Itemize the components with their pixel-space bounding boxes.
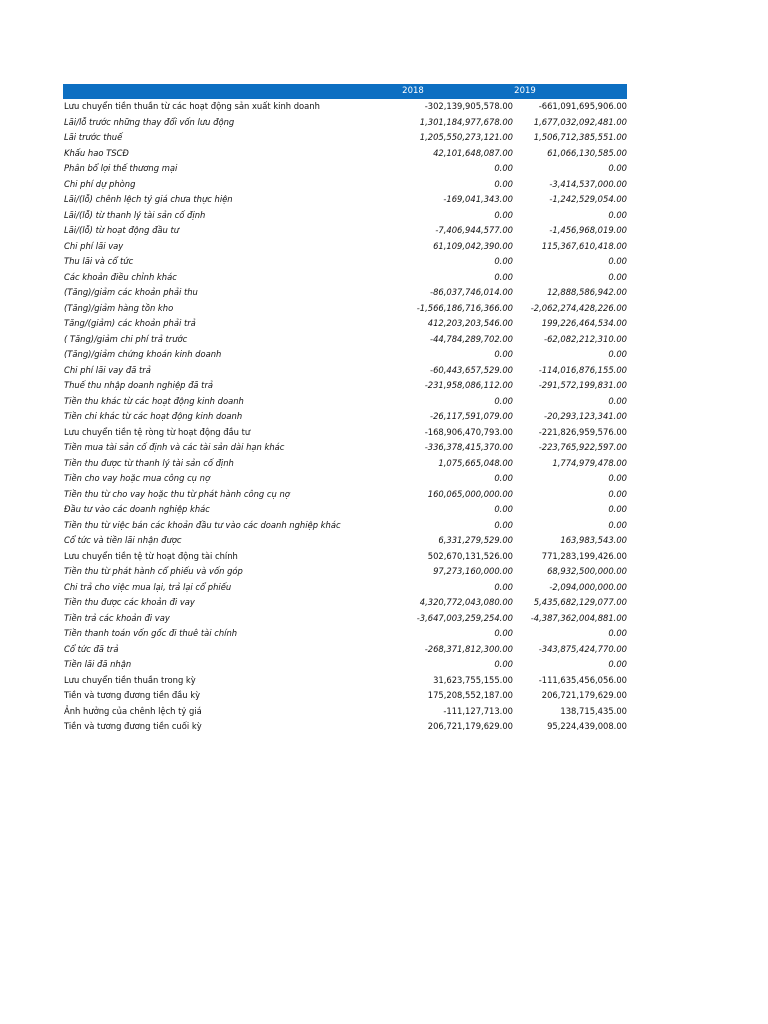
table-row — [63, 316, 627, 332]
value-2018: -3,647,003,259,254.00 — [416, 612, 513, 623]
value-2018: 412,203,203,546.00 — [427, 318, 513, 328]
value-2019: -2,062,274,428,226.00 — [530, 302, 627, 313]
table-row — [63, 130, 627, 146]
table-row — [63, 115, 627, 131]
cash-flow-table — [63, 84, 627, 735]
table-row — [63, 611, 627, 627]
value-2019: 163,983,543.00 — [560, 535, 627, 545]
row-label: Chi phí dự phòng — [64, 178, 136, 189]
value-2018: -231,958,086,112.00 — [424, 380, 513, 390]
table-row — [63, 533, 627, 549]
row-label: Tiền thu được từ thanh lý tài sản cố định — [64, 457, 234, 468]
row-label: Tiền thu được các khoản đi vay — [64, 597, 195, 607]
table-row — [63, 223, 627, 239]
row-label: Tiền cho vay hoặc mua công cụ nợ — [64, 473, 211, 483]
row-label: Lãi/(lỗ) từ hoạt động đầu tư — [64, 225, 180, 235]
table-row — [63, 642, 627, 658]
table-body — [63, 99, 627, 735]
value-2018: 0.00 — [494, 581, 513, 592]
row-label: Tiền thu từ việc bán các khoản đầu tư vào các doanh nghiệp khác — [64, 519, 341, 530]
row-label: Lưu chuyển tiền thuần từ các hoạt động sản xuất kinh doanh — [64, 101, 320, 111]
row-label: Chi phí lãi vay đã trả — [64, 364, 151, 375]
row-label: Lưu chuyển tiền tệ ròng từ hoạt động đầu tư — [64, 426, 251, 437]
value-2019: 0.00 — [608, 271, 627, 282]
row-label: ( Tăng)/giảm chi phí trả trước — [64, 333, 188, 344]
table-row — [63, 673, 627, 689]
row-label: Lãi/(lỗ) chênh lệch tỷ giá chưa thực hiện — [64, 194, 233, 204]
value-2019: -291,572,199,831.00 — [538, 380, 627, 390]
value-2019: 0.00 — [608, 209, 627, 220]
value-2019: 199,226,464,534.00 — [541, 318, 627, 328]
value-2018: -60,443,657,529.00 — [430, 364, 513, 375]
table-row — [63, 270, 627, 286]
value-2018: 1,301,184,977,678.00 — [419, 116, 513, 127]
table-row — [63, 363, 627, 379]
row-label: Thuế thu nhập doanh nghiệp đã trả — [64, 380, 214, 390]
value-2019: -114,016,876,155.00 — [538, 364, 627, 375]
row-label: Tiền thu khác từ các hoạt động kinh doanh — [64, 395, 244, 406]
value-2019: 0.00 — [608, 488, 627, 499]
table-header — [63, 84, 627, 99]
value-2019: 5,435,682,129,077.00 — [533, 597, 627, 607]
row-label: Tiền thu từ cho vay hoặc thu từ phát hành công cụ nợ — [64, 488, 290, 499]
table-row — [63, 301, 627, 317]
value-2019: 0.00 — [608, 628, 627, 638]
value-2018: 0.00 — [494, 178, 513, 189]
row-label: Tiền thanh toán vốn gốc đi thuê tài chính — [64, 628, 238, 638]
value-2018: -268,371,812,300.00 — [424, 643, 513, 654]
value-2019: 138,715,435.00 — [560, 705, 627, 716]
value-2018: -7,406,944,577.00 — [435, 225, 513, 235]
value-2019: -1,456,968,019.00 — [549, 225, 627, 235]
value-2019: -62,082,212,310.00 — [544, 333, 627, 344]
value-2018: -111,127,713.00 — [443, 705, 513, 716]
row-label: Lãi/(lỗ) từ thanh lý tài sản cố định — [64, 209, 206, 220]
value-2018: 0.00 — [494, 473, 513, 483]
table-row — [63, 347, 627, 363]
value-2019: -661,091,695,906.00 — [538, 101, 627, 111]
value-2019: 68,932,500,000.00 — [547, 566, 627, 576]
table-row — [63, 704, 627, 720]
value-2019: 771,283,199,426.00 — [541, 550, 627, 561]
row-label: (Tăng)/giảm chứng khoán kinh doanh — [64, 349, 222, 359]
value-2018: -168,906,470,793.00 — [424, 426, 513, 437]
table-row — [63, 239, 627, 255]
row-label: Tiền trả các khoản đi vay — [64, 612, 170, 623]
table-row — [63, 487, 627, 503]
value-2018: 1,075,665,048.00 — [438, 457, 513, 468]
row-label: (Tăng)/giảm các khoản phải thu — [64, 287, 198, 297]
value-2019: -20,293,123,341.00 — [544, 411, 627, 421]
row-label: Khấu hao TSCĐ — [64, 147, 129, 158]
value-2019: 95,224,439,008.00 — [547, 721, 627, 731]
value-2019: 1,677,032,092,481.00 — [533, 116, 627, 127]
value-2018: 97,273,160,000.00 — [433, 566, 513, 576]
row-label: Tiền chi khác từ các hoạt động kinh doanh — [64, 411, 243, 421]
table-row — [63, 161, 627, 177]
table-row — [63, 502, 627, 518]
row-label: (Tăng)/giảm hàng tồn kho — [64, 302, 174, 313]
column-header-2018: 2018 — [402, 86, 424, 96]
table-row — [63, 425, 627, 441]
row-label: Lãi trước thuế — [64, 132, 123, 142]
value-2019: 0.00 — [608, 659, 627, 669]
row-label: Đầu tư vào các doanh nghiệp khác — [64, 504, 210, 514]
value-2018: 31,623,755,155.00 — [433, 674, 513, 685]
table-row — [63, 518, 627, 534]
value-2019: 0.00 — [608, 395, 627, 406]
value-2019: 1,774,979,478.00 — [552, 457, 627, 468]
value-2018: 0.00 — [494, 519, 513, 530]
value-2019: 0.00 — [608, 504, 627, 514]
value-2018: 0.00 — [494, 659, 513, 669]
value-2018: -336,378,415,370.00 — [424, 442, 513, 452]
value-2019: -4,387,362,004,881.00 — [530, 612, 627, 623]
column-header-2019: 2019 — [514, 86, 536, 96]
value-2019: 0.00 — [608, 163, 627, 173]
table-row — [63, 471, 627, 487]
value-2018: 0.00 — [494, 504, 513, 514]
value-2019: 0.00 — [608, 256, 627, 266]
value-2018: -44,784,289,702.00 — [430, 333, 513, 344]
row-label: Chi trả cho việc mua lại, trả lại cổ phiếu — [64, 581, 232, 592]
row-label: Tiền mua tài sản cố định và các tài sản dài hạn khác — [64, 442, 285, 452]
row-label: Lưu chuyển tiền tệ từ hoạt động tài chính — [64, 550, 238, 561]
value-2018: 61,109,042,390.00 — [433, 240, 513, 251]
table-row — [63, 657, 627, 673]
value-2019: 115,367,610,418.00 — [541, 240, 627, 251]
value-2019: 61,066,130,585.00 — [547, 147, 627, 158]
row-label: Tăng/(giảm) các khoản phải trả — [64, 318, 196, 328]
value-2018: 0.00 — [494, 256, 513, 266]
table-row — [63, 285, 627, 301]
table-row — [63, 99, 627, 115]
value-2019: -343,875,424,770.00 — [538, 643, 627, 654]
value-2018: 0.00 — [494, 209, 513, 220]
value-2019: -2,094,000,000.00 — [549, 581, 627, 592]
row-label: Lãi/lỗ trước những thay đổi vốn lưu động — [64, 116, 235, 127]
table-row — [63, 595, 627, 611]
value-2018: 502,670,131,526.00 — [427, 550, 513, 561]
table-row — [63, 564, 627, 580]
row-label: Lưu chuyển tiền thuần trong kỳ — [64, 674, 196, 685]
value-2019: -111,635,456,056.00 — [538, 674, 627, 685]
table-row — [63, 549, 627, 565]
row-label: Tiền lãi đã nhận — [64, 659, 132, 669]
row-label: Các khoản điều chỉnh khác — [64, 271, 177, 282]
value-2019: 0.00 — [608, 519, 627, 530]
value-2018: 6,331,279,529.00 — [438, 535, 513, 545]
table-row — [63, 394, 627, 410]
value-2019: -3,414,537,000.00 — [549, 178, 627, 189]
value-2019: -221,826,959,576.00 — [538, 426, 627, 437]
value-2019: 1,506,712,385,551.00 — [533, 132, 627, 142]
value-2018: 206,721,179,629.00 — [427, 721, 513, 731]
row-label: Phân bổ lợi thế thương mại — [64, 163, 178, 173]
row-label: Thu lãi và cổ tức — [64, 256, 134, 266]
row-label: Ảnh hưởng của chênh lệch tỷ giá — [64, 705, 202, 716]
value-2019: 0.00 — [608, 349, 627, 359]
value-2019: -223,765,922,597.00 — [538, 442, 627, 452]
value-2018: 1,205,550,273,121.00 — [419, 132, 513, 142]
table-row — [63, 192, 627, 208]
table-row — [63, 254, 627, 270]
table-row — [63, 688, 627, 704]
value-2019: 12,888,586,942.00 — [547, 287, 627, 297]
row-label: Cổ tức đã trả — [64, 643, 119, 654]
table-row — [63, 719, 627, 735]
row-label: Tiền thu từ phát hành cổ phiếu và vốn góp — [64, 566, 243, 576]
table-row — [63, 146, 627, 162]
row-label: Tiền và tương đương tiền đầu kỳ — [64, 690, 201, 700]
table-row — [63, 626, 627, 642]
value-2018: -169,041,343.00 — [443, 194, 513, 204]
table-row — [63, 332, 627, 348]
row-label: Cổ tức và tiền lãi nhận được — [64, 535, 182, 545]
value-2019: 206,721,179,629.00 — [541, 690, 627, 700]
value-2018: 175,208,552,187.00 — [427, 690, 513, 700]
value-2018: -1,566,186,716,366.00 — [416, 302, 513, 313]
value-2018: 160,065,000,000.00 — [427, 488, 513, 499]
row-label: Chi phí lãi vay — [64, 240, 124, 251]
table-row — [63, 208, 627, 224]
value-2018: 42,101,648,087.00 — [433, 147, 513, 158]
table-row — [63, 378, 627, 394]
table-row — [63, 456, 627, 472]
table-row — [63, 580, 627, 596]
value-2018: 0.00 — [494, 271, 513, 282]
value-2018: 0.00 — [494, 349, 513, 359]
value-2018: 0.00 — [494, 628, 513, 638]
value-2018: -302,139,905,578.00 — [424, 101, 513, 111]
value-2018: 0.00 — [494, 163, 513, 173]
value-2018: -86,037,746,014.00 — [430, 287, 513, 297]
value-2018: 0.00 — [494, 395, 513, 406]
value-2019: 0.00 — [608, 473, 627, 483]
table-row — [63, 177, 627, 193]
row-label: Tiền và tương đương tiền cuối kỳ — [64, 721, 202, 731]
value-2018: 4,320,772,043,080.00 — [419, 597, 513, 607]
value-2018: -26,117,591,079.00 — [430, 411, 513, 421]
value-2019: -1,242,529,054.00 — [549, 194, 627, 204]
table-row — [63, 440, 627, 456]
table-row — [63, 409, 627, 425]
